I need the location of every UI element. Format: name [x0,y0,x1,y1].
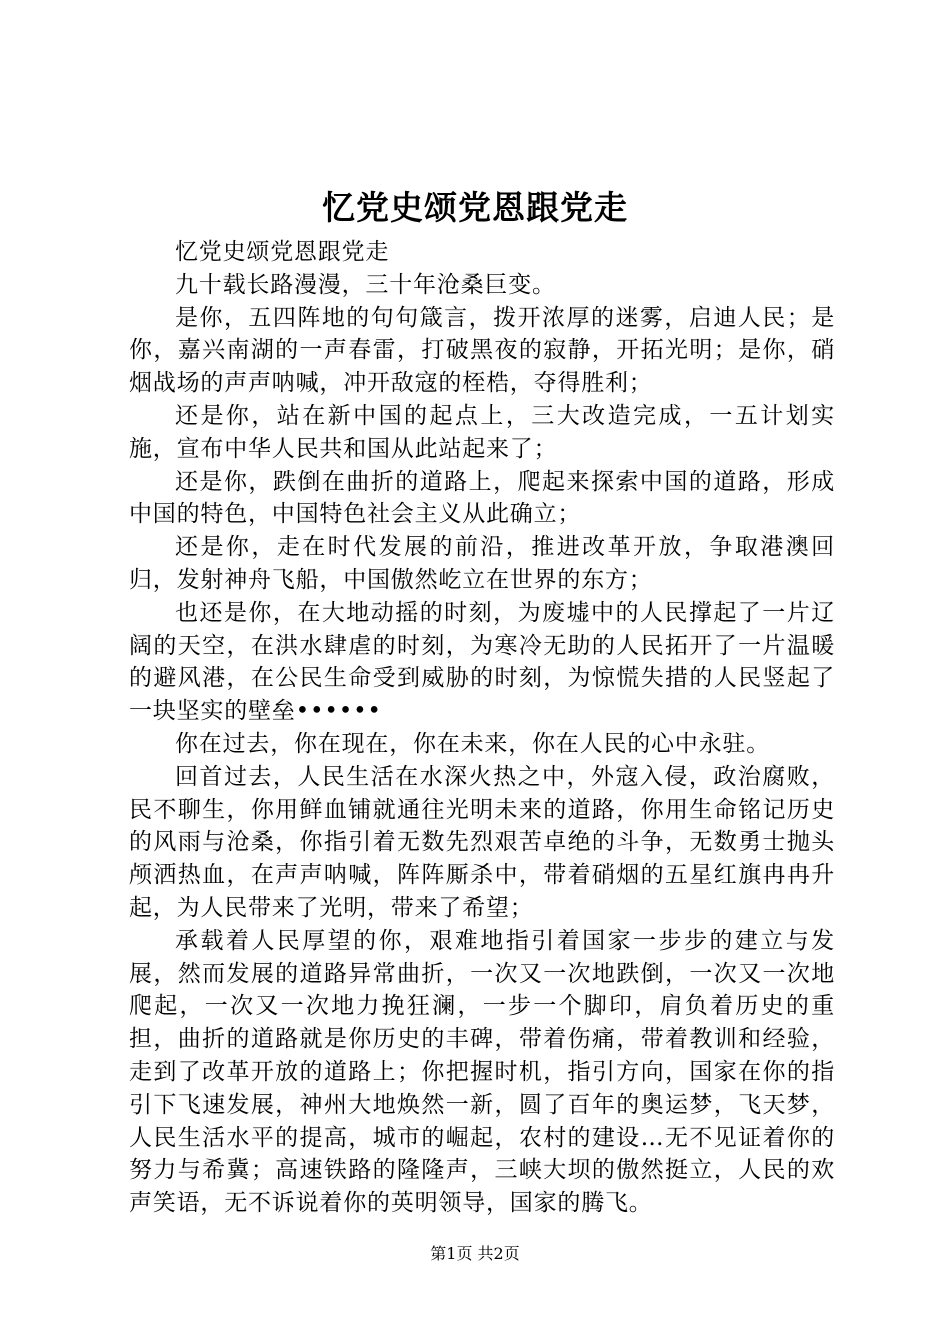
paragraph: 也还是你，在大地动摇的时刻，为废墟中的人民撑起了一片辽阔的天空，在洪水肆虐的时刻，为寒冷无助的人民拓开了一片温暖的避风港，在公民生命受到威胁的时刻，为惊慌失措的人民竖起了一块坚实的壁垒•••••• [129,599,835,725]
page-footer: 第1页 共2页 [430,1244,520,1263]
paragraph: 承载着人民厚望的你，艰难地指引着国家一步步的建立与发展，然而发展的道路异常曲折，一次又一次地跌倒，一次又一次地爬起，一次又一次地力挽狂澜，一步一个脚印，肩负着历史的重担，曲折的道路就是你历史的丰碑，带着伤痛，带着教训和经验，走到了改革开放的道路上；你把握时机，指引方向，国家在你的指引下飞速发展，神州大地焕然一新，圆了百年的奥运梦，飞天梦，人民生活水平的提高，城市的崛起，农村的建设…无不见证着你的努力与希冀；高速铁路的隆隆声，三峡大坝的傲然挺立，人民的欢声笑语，无不诉说着你的英明领导，国家的腾飞。 [129,927,835,1217]
document-title: 忆党史颂党恩跟党走 [322,188,628,227]
paragraph: 还是你，跌倒在曲折的道路上，爬起来探索中国的道路，形成中国的特色，中国特色社会主义从此确立； [129,468,835,528]
paragraph-subtitle: 忆党史颂党恩跟党走 [175,239,390,265]
paragraph: 还是你，走在时代发展的前沿，推进改革开放，争取港澳回归，发射神舟飞船，中国傲然屹立在世界的东方； [129,534,835,593]
paragraph: 你在过去，你在现在，你在未来，你在人民的心中永驻。 [175,730,770,757]
paragraph: 九十载长路漫漫，三十年沧桑巨变。 [175,271,556,298]
paragraph: 是你，五四阵地的句句箴言，拨开浓厚的迷雾，启迪人民；是你，嘉兴南湖的一声春雷，打破黑夜的寂静，开拓光明；是你，硝烟战场的声声呐喊，冲开敌寇的桎梏，夺得胜利； [129,304,835,397]
paragraph: 还是你，站在新中国的起点上，三大改造完成，一五计划实施，宣布中华人民共和国从此站起来了； [129,402,835,462]
paragraph: 回首过去，人民生活在水深火热之中，外寇入侵，政治腐败，民不聊生，你用鲜血铺就通往光明未来的道路，你用生命铭记历史的风雨与沧桑，你指引着无数先烈艰苦卓绝的斗争，无数勇士抛头颅洒热血，在声声呐喊，阵阵厮杀中，带着硝烟的五星红旗冉冉升起，为人民带来了光明，带来了希望； [129,763,835,921]
document-body [129,236,835,1220]
